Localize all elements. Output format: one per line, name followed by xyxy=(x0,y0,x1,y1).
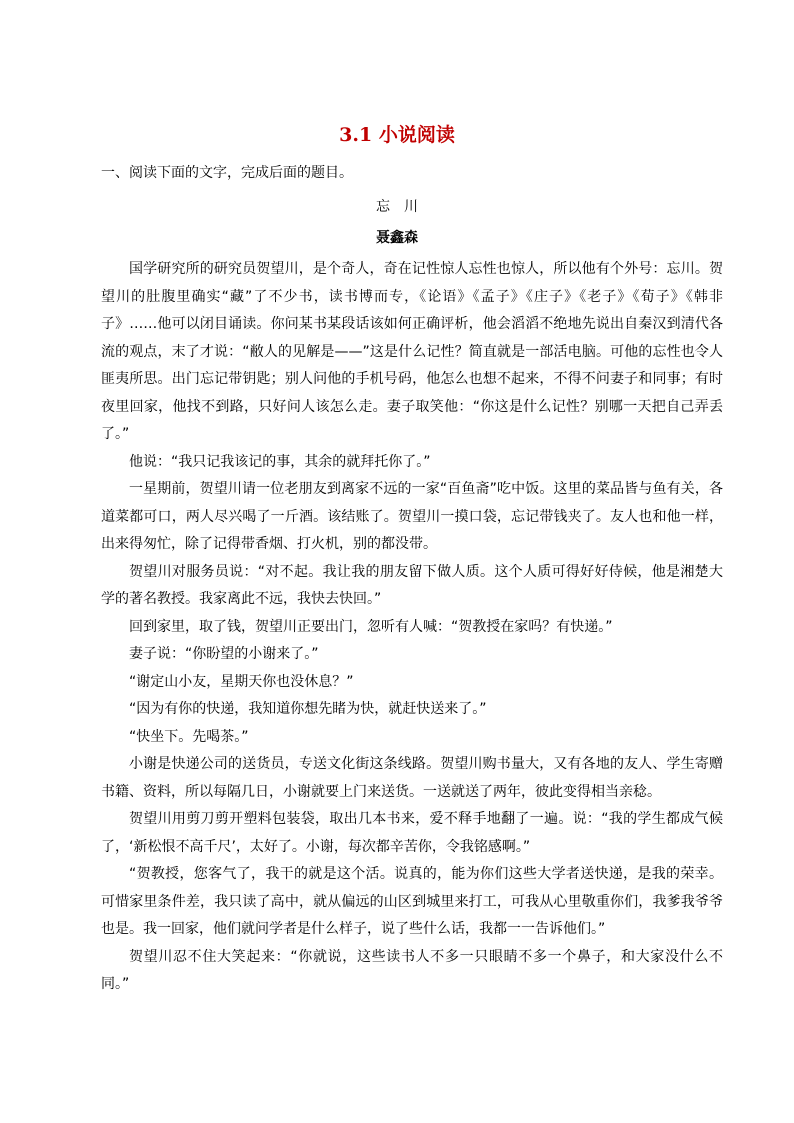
paragraph: 国学研究所的研究员贺望川，是个奇人，奇在记性惊人忘性也惊人，所以他有个外号：忘川。贺望川的肚腹里确实“藏”了不少书，读书博而专，《论语》《孟子》《庄子》《老子》《荀子》《韩非子》……他可以闭目诵读。你问某书某段话该如何正确评析，他会滔滔不绝地先说出自秦汉到清代各流的观点，末了才说：“敝人的见解是——”这是什么记性？简直就是一部活电脑。可他的忘性也令人匪夷所思。出门忘记带钥匙；别人问他的手机号码，他怎么也想不起来，不得不问妻子和同事；有时夜里回家，他找不到路，只好问人该怎么走。妻子取笑他：“你这是什么记性？别哪一天把自己弄丢了。” xyxy=(101,261,723,442)
paragraph: “谢定山小友，星期天你也没休息？” xyxy=(129,673,354,690)
paragraph: 贺望川对服务员说：“对不起。我让我的朋友留下做人质。这个人质可得好好侍候，他是湘楚大学的著名教授。我家离此不远，我快去快回。” xyxy=(101,563,723,607)
reading-instruction: 一、阅读下面的文字，完成后面的题目。 xyxy=(101,165,353,181)
story-author: 聂鑫森 xyxy=(376,230,418,246)
paragraph: 回到家里，取了钱，贺望川正要出门，忽听有人喊：“贺教授在家吗？有快递。” xyxy=(129,618,613,635)
story-body xyxy=(101,256,723,999)
paragraph: “因为有你的快递，我知道你想先睹为快，就赶快送来了。” xyxy=(129,701,487,717)
paragraph: 他说：“我只记我该记的事，其余的就拜托你了。” xyxy=(129,453,431,470)
story-title: 忘川 xyxy=(376,199,432,215)
paragraph: 小谢是快递公司的送货员，专送文化街这条线路。贺望川购书量大，又有各地的友人、学生寄赠书籍、资料，所以每隔几日，小谢就要上门来送货。一送就送了两年，彼此变得相当亲稔。 xyxy=(101,756,723,800)
paragraph: “贺教授，您客气了，我干的就是这个活。说真的，能为你们这些大学者送快递，是我的荣幸。可惜家里条件差，我只读了高中，就从偏远的山区到城里来打工，可我从心里敬重你们，我爹我爷爷也是。我一回家，他们就问学者是什么样子，说了些什么话，我都一一告诉他们。” xyxy=(101,866,723,937)
paragraph: 贺望川忍不住大笑起来：“你就说，这些读书人不多一只眼睛不多一个鼻子，和大家没什么不同。” xyxy=(101,948,723,992)
paragraph: 妻子说：“你盼望的小谢来了。” xyxy=(129,646,319,662)
paragraph: 贺望川用剪刀剪开塑料包装袋，取出几本书来，爱不释手地翻了一遍。说：“我的学生都成气候了，‘新松恨不高千尺’，太好了。小谢，每次都辛苦你，令我铭感啊。” xyxy=(101,811,723,855)
page-title: 3.1 小说阅读 xyxy=(339,124,455,146)
paragraph: 一星期前，贺望川请一位老朋友到离家不远的一家“百鱼斋”吃中饭。这里的菜品皆与鱼有关，各道菜都可口，两人尽兴喝了一斤酒。该结账了。贺望川一摸口袋，忘记带钱夹了。友人也和他一样，出来得匆忙，除了记得带香烟、打火机，别的都没带。 xyxy=(101,481,723,552)
paragraph: “快坐下。先喝茶。” xyxy=(129,728,249,745)
